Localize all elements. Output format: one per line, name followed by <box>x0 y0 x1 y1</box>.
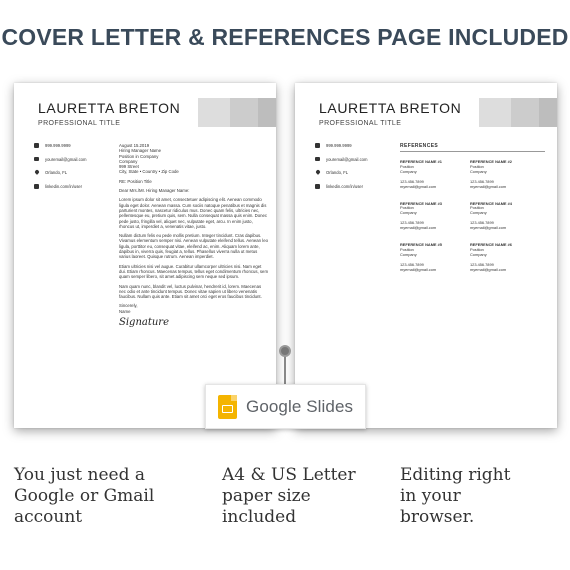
reference-position: Position <box>470 163 484 169</box>
reference-name: REFERENCE NAME #6 <box>470 242 512 248</box>
reference-entry <box>400 160 470 190</box>
reference-company: Company <box>470 210 487 216</box>
google-slides-badge <box>205 384 366 429</box>
references-heading: REFERENCES <box>400 143 545 152</box>
reference-position: Position <box>400 163 414 169</box>
references-page: LAURETTA BRETON PROFESSIONAL TITLE 999.999.9999 youremail@gmail.com Orlando, FL linkedin.com/in/user REFERENCES REFERENCE NAME #1 Position Company 123.456.7899 myemail@gmail.com REFERENCE NAME #2 Position Company 123.456.7899 myemail@gmail.com REFERENCE NAME #3 Position Company 123.456.7899 myemail@gmail.com REFERENCE NAME #4 Position Company 123.456.7899 myemail@gmail.com REFERENCE NAME #5 Position Company 123.456.7899 myemail@gmail.com REFERENCE NAME #6 Position Company 123.456.7899 myemail@gmail.com <box>295 83 557 428</box>
feature-browser-editing <box>400 465 560 528</box>
reference-email: myemail@gmail.com <box>400 225 437 231</box>
reference-position: Position <box>470 246 484 252</box>
reference-position: Position <box>400 205 414 211</box>
references-section <box>400 143 545 273</box>
feature-paper-size <box>222 465 382 528</box>
reference-entry <box>470 202 540 232</box>
reference-position: Position <box>400 246 414 252</box>
reference-email: myemail@gmail.com <box>470 183 507 189</box>
reference-phone: 123.456.7899 <box>470 178 494 184</box>
phone-icon <box>315 143 320 148</box>
reference-company: Company <box>400 251 417 257</box>
reference-company: Company <box>470 251 487 257</box>
headline: COVER LETTER & REFERENCES PAGE INCLUDED <box>1 24 569 50</box>
reference-email: myemail@gmail.com <box>400 266 437 272</box>
mail-icon <box>315 157 320 161</box>
feature-line: browser. <box>400 507 475 527</box>
professional-title: PROFESSIONAL TITLE <box>38 120 121 127</box>
reference-company: Company <box>470 168 487 174</box>
professional-title: PROFESSIONAL TITLE <box>319 120 402 127</box>
letter-paragraph: Nullam dictum felis eu pede mollis pretium. Integer tincidunt. Cras dapibus. Vivamus elementum semper nisi. Aenean vulputate eleifend tellus. Aenean leo ligula, porttitor eu, consequat vitae, eleifend ac, enim. Aliquam lorem ante, dapibus in, viverra quis, feugiat a, tellus. Phasellus viverra nulla ut metus varius laoreet. Quisque rutrum. Aenean imperdiet. <box>119 233 268 260</box>
feature-line: You just need a <box>14 465 146 485</box>
address-line: 999 Street <box>119 164 139 170</box>
recipient-line: Position in Company <box>119 153 159 159</box>
feature-line: account <box>14 507 83 527</box>
linkedin-icon <box>315 184 320 189</box>
location-icon <box>315 169 321 175</box>
reference-email: myemail@gmail.com <box>470 225 507 231</box>
reference-name: REFERENCE NAME #4 <box>470 200 512 206</box>
reference-company: Company <box>400 210 417 216</box>
reference-entry <box>470 160 540 190</box>
feature-line: A4 & US Letter <box>222 465 356 485</box>
reference-phone: 123.456.7899 <box>400 178 424 184</box>
feature-line: Google or Gmail <box>14 486 155 506</box>
signature: Signature <box>119 317 170 329</box>
reference-name: REFERENCE NAME #3 <box>400 200 442 206</box>
closing: Sincerely, <box>119 303 138 309</box>
location-icon <box>34 169 40 175</box>
mail-icon <box>34 157 39 161</box>
feature-google-account <box>14 465 184 528</box>
connector-dot <box>279 345 291 357</box>
cover-letter-page: LAURETTA BRETON PROFESSIONAL TITLE 999.999.9999 youremail@gmail.com Orlando, FL linkedin.com/in/user August 15.2019 Hiring Manager Name Position in Company Company 999 Street City, State • Country • Zip Code RE: Position Title Dear Mrs./Mr. Hiring Manager Name: Lorem ipsum dolor sit amet, consectetuer adipiscing elit. Aenean commodo ligula eget dolor. Aenean massa. Cum sociis natoque penatibus et magnis dis parturient montes, nascetur ridiculus mus. Donec quam felis, ultricies nec, pellentesque eu, pretium quis, sem. Nulla consequat massa quis enim. Donec pede justo, fringilla vel, aliquet nec, vulputate eget, arcu. In enim justo, rhoncus ut, imperdiet a, venenatis vitae, justo. Nullam dictum felis eu pede mollis pretium. Integer tincidunt. Cras dapibus. Vivamus elementum semper nisi. Aenean vulputate eleifend tellus. Aenean leo ligula, porttitor eu, consequat vitae, eleifend ac, enim. Aliquam lorem ante, dapibus in, viverra quis, feugiat a, tellus. Phasellus viverra nulla ut metus varius laoreet. Quisque rutrum. Aenean imperdiet. Etiam ultricies nisi vel augue. Curabitur ullamcorper ultricies nisi. Nam eget dui. Etiam rhoncus. Maecenas tempus, tellus eget condimentum rhoncus, sem quam semper libero, sit amet adipiscing sem neque sed ipsum. Nam quam nunc, blandit vel, luctus pulvinar, hendrerit id, lorem. Maecenas nec odio et ante tincidunt tempus. Donec vitae sapien ut libero venenatis faucibus. Nullam quis ante. Etiam sit amet orci eget eros faucibus tincidunt. Sincerely, Name Signature <box>14 83 276 428</box>
reference-name: REFERENCE NAME #2 <box>470 159 512 164</box>
reference-phone: 123.456.7899 <box>400 220 424 226</box>
reference-position: Position <box>470 205 484 211</box>
closing-name: Name <box>119 308 131 314</box>
google-slides-label: Google Slides <box>246 397 354 416</box>
address-line: Company <box>119 158 138 164</box>
google-slides-icon <box>218 395 237 419</box>
reference-entry <box>400 202 470 232</box>
salutation: Dear Mrs./Mr. Hiring Manager Name: <box>119 188 190 194</box>
reference-email: myemail@gmail.com <box>470 266 507 272</box>
reference-email: myemail@gmail.com <box>400 183 437 189</box>
linkedin-icon <box>34 184 39 189</box>
reference-name: REFERENCE NAME #5 <box>400 242 442 248</box>
recipient-line: Hiring Manager Name <box>119 148 162 154</box>
reference-phone: 123.456.7899 <box>470 261 494 267</box>
reference-company: Company <box>400 168 417 174</box>
feature-line: in your <box>400 486 461 506</box>
letter-paragraph: Lorem ipsum dolor sit amet, consectetuer adipiscing elit. Aenean commodo ligula eget dolor. Aenean massa. Cum sociis natoque penatibus et magnis dis parturient montes, nascetur ridiculus mus. Donec quam felis, ultricies nec, pellentesque eu, pretium quis, sem. Nulla consequat massa quis enim. Donec pede justo, fringilla vel, aliquet nec, vulputate eget, arcu. In enim justo, rhoncus ut, imperdiet a, venenatis vitae, justo. <box>119 197 268 229</box>
letter-paragraph: Nam quam nunc, blandit vel, luctus pulvinar, hendrerit id, lorem. Maecenas nec odio et ante tincidunt tempus. Donec vitae sapien ut libero venenatis faucibus. Nullam quis ante. Etiam sit amet orci eget eros faucibus tincidunt. <box>119 283 262 300</box>
letter-paragraph: Etiam ultricies nisi vel augue. Curabitur ullamcorper ultricies nisi. Nam eget dui. Etiam rhoncus. Maecenas tempus, tellus eget condimentum rhoncus, sem quam semper libero, sit amet adipiscing sem neque sed ipsum. <box>119 263 269 280</box>
phone-icon <box>34 143 39 148</box>
resume-name: LAURETTA BRETON <box>319 100 462 116</box>
reference-entry <box>470 243 540 273</box>
letter-date: August 15.2019 <box>119 143 150 148</box>
feature-line: Editing right <box>400 465 511 485</box>
address-line: City, State • Country • Zip Code <box>119 169 179 175</box>
letter-body <box>119 143 269 329</box>
reference-phone: 123.456.7899 <box>470 220 494 226</box>
re-line: RE: Position Title <box>119 178 152 184</box>
feature-line: included <box>222 507 297 527</box>
reference-name: REFERENCE NAME #1 <box>400 159 442 164</box>
reference-entry <box>400 243 470 273</box>
reference-phone: 123.456.7899 <box>400 261 424 267</box>
feature-line: paper size <box>222 486 311 506</box>
resume-name: LAURETTA BRETON <box>38 100 181 116</box>
